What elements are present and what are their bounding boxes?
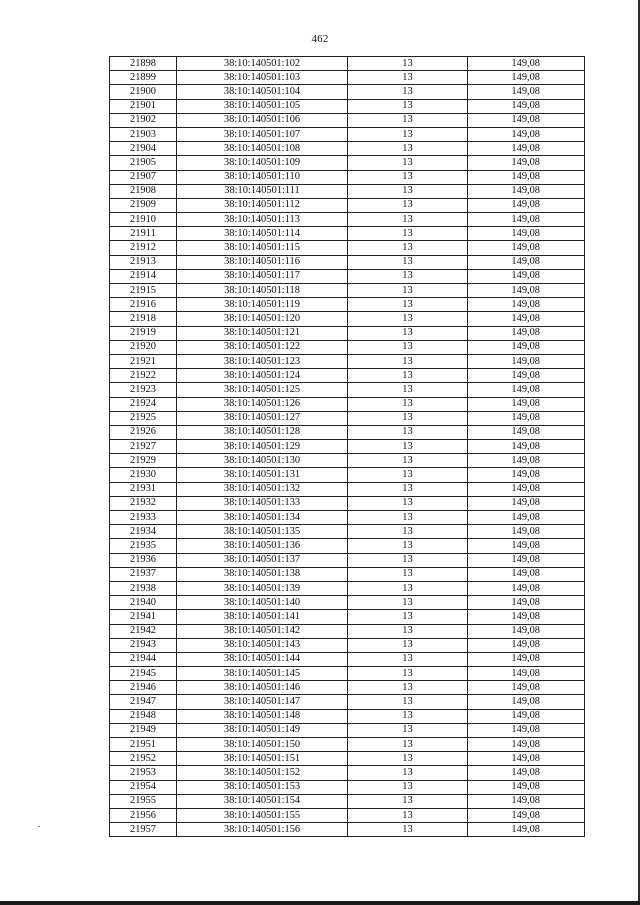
cadastral-number-cell: 38:10:140501:109 — [177, 156, 348, 170]
table-row — [110, 269, 585, 283]
quantity-cell: 13 — [348, 539, 468, 553]
area-cell: 149,08 — [468, 71, 585, 85]
area-cell: 149,08 — [468, 808, 585, 822]
record-number-cell: 21949 — [110, 723, 177, 737]
quantity-cell: 13 — [348, 383, 468, 397]
quantity-cell: 13 — [348, 482, 468, 496]
table-row — [110, 482, 585, 496]
record-number-cell: 21924 — [110, 397, 177, 411]
records-table — [109, 56, 585, 837]
record-number-cell: 21929 — [110, 454, 177, 468]
area-cell: 149,08 — [468, 284, 585, 298]
cadastral-number-cell: 38:10:140501:155 — [177, 808, 348, 822]
quantity-cell: 13 — [348, 241, 468, 255]
area-cell: 149,08 — [468, 369, 585, 383]
record-number-cell: 21953 — [110, 766, 177, 780]
table-row — [110, 213, 585, 227]
quantity-cell: 13 — [348, 170, 468, 184]
area-cell: 149,08 — [468, 539, 585, 553]
table-row — [110, 85, 585, 99]
table-row — [110, 652, 585, 666]
quantity-cell: 13 — [348, 667, 468, 681]
table-row — [110, 255, 585, 269]
area-cell: 149,08 — [468, 567, 585, 581]
area-cell: 149,08 — [468, 667, 585, 681]
record-number-cell: 21902 — [110, 113, 177, 127]
cadastral-number-cell: 38:10:140501:136 — [177, 539, 348, 553]
quantity-cell: 13 — [348, 255, 468, 269]
table-row — [110, 198, 585, 212]
area-cell: 149,08 — [468, 425, 585, 439]
record-number-cell: 21918 — [110, 312, 177, 326]
area-cell: 149,08 — [468, 624, 585, 638]
area-cell: 149,08 — [468, 454, 585, 468]
area-cell: 149,08 — [468, 184, 585, 198]
cadastral-number-cell: 38:10:140501:148 — [177, 709, 348, 723]
cadastral-number-cell: 38:10:140501:147 — [177, 695, 348, 709]
quantity-cell: 13 — [348, 766, 468, 780]
quantity-cell: 13 — [348, 808, 468, 822]
cadastral-number-cell: 38:10:140501:145 — [177, 667, 348, 681]
record-number-cell: 21901 — [110, 99, 177, 113]
record-number-cell: 21920 — [110, 340, 177, 354]
area-cell: 149,08 — [468, 482, 585, 496]
quantity-cell: 13 — [348, 113, 468, 127]
cadastral-number-cell: 38:10:140501:102 — [177, 57, 348, 71]
area-cell: 149,08 — [468, 241, 585, 255]
table-row — [110, 354, 585, 368]
record-number-cell: 21910 — [110, 213, 177, 227]
cadastral-number-cell: 38:10:140501:104 — [177, 85, 348, 99]
cadastral-number-cell: 38:10:140501:105 — [177, 99, 348, 113]
quantity-cell: 13 — [348, 610, 468, 624]
cadastral-number-cell: 38:10:140501:122 — [177, 340, 348, 354]
table-row — [110, 823, 585, 837]
area-cell: 149,08 — [468, 652, 585, 666]
quantity-cell: 13 — [348, 596, 468, 610]
cadastral-number-cell: 38:10:140501:128 — [177, 425, 348, 439]
table-row — [110, 808, 585, 822]
area-cell: 149,08 — [468, 553, 585, 567]
table-row — [110, 525, 585, 539]
cadastral-number-cell: 38:10:140501:156 — [177, 823, 348, 837]
cadastral-number-cell: 38:10:140501:150 — [177, 738, 348, 752]
quantity-cell: 13 — [348, 780, 468, 794]
cadastral-number-cell: 38:10:140501:113 — [177, 213, 348, 227]
quantity-cell: 13 — [348, 227, 468, 241]
area-cell: 149,08 — [468, 397, 585, 411]
table-row — [110, 127, 585, 141]
record-number-cell: 21913 — [110, 255, 177, 269]
record-number-cell: 21954 — [110, 780, 177, 794]
cadastral-number-cell: 38:10:140501:141 — [177, 610, 348, 624]
area-cell: 149,08 — [468, 383, 585, 397]
quantity-cell: 13 — [348, 127, 468, 141]
record-number-cell: 21945 — [110, 667, 177, 681]
area-cell: 149,08 — [468, 57, 585, 71]
quantity-cell: 13 — [348, 312, 468, 326]
record-number-cell: 21922 — [110, 369, 177, 383]
cadastral-number-cell: 38:10:140501:137 — [177, 553, 348, 567]
table-row — [110, 184, 585, 198]
scan-bottom-edge — [0, 901, 640, 905]
record-number-cell: 21955 — [110, 794, 177, 808]
area-cell: 149,08 — [468, 681, 585, 695]
area-cell: 149,08 — [468, 525, 585, 539]
area-cell: 149,08 — [468, 312, 585, 326]
cadastral-number-cell: 38:10:140501:117 — [177, 269, 348, 283]
quantity-cell: 13 — [348, 326, 468, 340]
quantity-cell: 13 — [348, 695, 468, 709]
quantity-cell: 13 — [348, 496, 468, 510]
quantity-cell: 13 — [348, 581, 468, 595]
table-row — [110, 496, 585, 510]
table-row — [110, 709, 585, 723]
quantity-cell: 13 — [348, 425, 468, 439]
area-cell: 149,08 — [468, 794, 585, 808]
table-row — [110, 638, 585, 652]
table-row — [110, 723, 585, 737]
area-cell: 149,08 — [468, 85, 585, 99]
record-number-cell: 21908 — [110, 184, 177, 198]
quantity-cell: 13 — [348, 440, 468, 454]
cadastral-number-cell: 38:10:140501:115 — [177, 241, 348, 255]
record-number-cell: 21915 — [110, 284, 177, 298]
table-row — [110, 794, 585, 808]
area-cell: 149,08 — [468, 113, 585, 127]
quantity-cell: 13 — [348, 709, 468, 723]
cadastral-number-cell: 38:10:140501:107 — [177, 127, 348, 141]
cadastral-number-cell: 38:10:140501:140 — [177, 596, 348, 610]
table-row — [110, 227, 585, 241]
area-cell: 149,08 — [468, 269, 585, 283]
cadastral-number-cell: 38:10:140501:125 — [177, 383, 348, 397]
table-row — [110, 397, 585, 411]
area-cell: 149,08 — [468, 326, 585, 340]
record-number-cell: 21934 — [110, 525, 177, 539]
cadastral-number-cell: 38:10:140501:106 — [177, 113, 348, 127]
record-number-cell: 21937 — [110, 567, 177, 581]
record-number-cell: 21956 — [110, 808, 177, 822]
quantity-cell: 13 — [348, 468, 468, 482]
quantity-cell: 13 — [348, 213, 468, 227]
record-number-cell: 21927 — [110, 440, 177, 454]
cadastral-number-cell: 38:10:140501:112 — [177, 198, 348, 212]
record-number-cell: 21923 — [110, 383, 177, 397]
record-number-cell: 21903 — [110, 127, 177, 141]
cadastral-number-cell: 38:10:140501:119 — [177, 298, 348, 312]
cadastral-number-cell: 38:10:140501:111 — [177, 184, 348, 198]
cadastral-number-cell: 38:10:140501:142 — [177, 624, 348, 638]
record-number-cell: 21948 — [110, 709, 177, 723]
quantity-cell: 13 — [348, 354, 468, 368]
record-number-cell: 21909 — [110, 198, 177, 212]
record-number-cell: 21907 — [110, 170, 177, 184]
cadastral-number-cell: 38:10:140501:154 — [177, 794, 348, 808]
page-number: 462 — [311, 33, 329, 45]
cadastral-number-cell: 38:10:140501:114 — [177, 227, 348, 241]
cadastral-number-cell: 38:10:140501:138 — [177, 567, 348, 581]
area-cell: 149,08 — [468, 596, 585, 610]
cadastral-number-cell: 38:10:140501:135 — [177, 525, 348, 539]
quantity-cell: 13 — [348, 823, 468, 837]
table-row — [110, 624, 585, 638]
record-number-cell: 21930 — [110, 468, 177, 482]
quantity-cell: 13 — [348, 553, 468, 567]
quantity-cell: 13 — [348, 198, 468, 212]
table-row — [110, 241, 585, 255]
quantity-cell: 13 — [348, 340, 468, 354]
area-cell: 149,08 — [468, 496, 585, 510]
quantity-cell: 13 — [348, 638, 468, 652]
record-number-cell: 21919 — [110, 326, 177, 340]
area-cell: 149,08 — [468, 142, 585, 156]
cadastral-number-cell: 38:10:140501:124 — [177, 369, 348, 383]
quantity-cell: 13 — [348, 652, 468, 666]
quantity-cell: 13 — [348, 681, 468, 695]
quantity-cell: 13 — [348, 454, 468, 468]
table-row — [110, 553, 585, 567]
cadastral-number-cell: 38:10:140501:151 — [177, 752, 348, 766]
table-row — [110, 113, 585, 127]
quantity-cell: 13 — [348, 794, 468, 808]
table-row — [110, 312, 585, 326]
area-cell: 149,08 — [468, 156, 585, 170]
area-cell: 149,08 — [468, 738, 585, 752]
cadastral-number-cell: 38:10:140501:103 — [177, 71, 348, 85]
area-cell: 149,08 — [468, 198, 585, 212]
record-number-cell: 21946 — [110, 681, 177, 695]
area-cell: 149,08 — [468, 99, 585, 113]
record-number-cell: 21905 — [110, 156, 177, 170]
quantity-cell: 13 — [348, 525, 468, 539]
table-row — [110, 738, 585, 752]
area-cell: 149,08 — [468, 723, 585, 737]
quantity-cell: 13 — [348, 269, 468, 283]
table-row — [110, 411, 585, 425]
cadastral-number-cell: 38:10:140501:130 — [177, 454, 348, 468]
record-number-cell: 21947 — [110, 695, 177, 709]
table-row — [110, 99, 585, 113]
record-number-cell: 21951 — [110, 738, 177, 752]
quantity-cell: 13 — [348, 142, 468, 156]
quantity-cell: 13 — [348, 298, 468, 312]
quantity-cell: 13 — [348, 71, 468, 85]
record-number-cell: 21904 — [110, 142, 177, 156]
table-row — [110, 326, 585, 340]
area-cell: 149,08 — [468, 638, 585, 652]
record-number-cell: 21943 — [110, 638, 177, 652]
table-row — [110, 454, 585, 468]
record-number-cell: 21898 — [110, 57, 177, 71]
quantity-cell: 13 — [348, 624, 468, 638]
table-row — [110, 752, 585, 766]
cadastral-number-cell: 38:10:140501:134 — [177, 511, 348, 525]
area-cell: 149,08 — [468, 213, 585, 227]
record-number-cell: 21941 — [110, 610, 177, 624]
record-number-cell: 21921 — [110, 354, 177, 368]
table-row — [110, 71, 585, 85]
table-row — [110, 610, 585, 624]
cadastral-number-cell: 38:10:140501:149 — [177, 723, 348, 737]
area-cell: 149,08 — [468, 766, 585, 780]
table-row — [110, 284, 585, 298]
record-number-cell: 21938 — [110, 581, 177, 595]
cadastral-number-cell: 38:10:140501:121 — [177, 326, 348, 340]
area-cell: 149,08 — [468, 255, 585, 269]
record-number-cell: 21940 — [110, 596, 177, 610]
quantity-cell: 13 — [348, 752, 468, 766]
quantity-cell: 13 — [348, 511, 468, 525]
record-number-cell: 21957 — [110, 823, 177, 837]
area-cell: 149,08 — [468, 581, 585, 595]
area-cell: 149,08 — [468, 227, 585, 241]
quantity-cell: 13 — [348, 156, 468, 170]
cadastral-number-cell: 38:10:140501:153 — [177, 780, 348, 794]
cadastral-number-cell: 38:10:140501:146 — [177, 681, 348, 695]
table-row — [110, 156, 585, 170]
table-row — [110, 440, 585, 454]
table-row — [110, 581, 585, 595]
table-row — [110, 681, 585, 695]
area-cell: 149,08 — [468, 752, 585, 766]
area-cell: 149,08 — [468, 823, 585, 837]
area-cell: 149,08 — [468, 780, 585, 794]
table-row — [110, 667, 585, 681]
table-row — [110, 425, 585, 439]
quantity-cell: 13 — [348, 411, 468, 425]
quantity-cell: 13 — [348, 99, 468, 113]
cadastral-number-cell: 38:10:140501:152 — [177, 766, 348, 780]
table-row — [110, 539, 585, 553]
cadastral-number-cell: 38:10:140501:120 — [177, 312, 348, 326]
record-number-cell: 21900 — [110, 85, 177, 99]
record-number-cell: 21932 — [110, 496, 177, 510]
cadastral-number-cell: 38:10:140501:143 — [177, 638, 348, 652]
area-cell: 149,08 — [468, 695, 585, 709]
cadastral-number-cell: 38:10:140501:126 — [177, 397, 348, 411]
area-cell: 149,08 — [468, 354, 585, 368]
table-row — [110, 383, 585, 397]
cadastral-number-cell: 38:10:140501:129 — [177, 440, 348, 454]
cadastral-number-cell: 38:10:140501:132 — [177, 482, 348, 496]
area-cell: 149,08 — [468, 340, 585, 354]
record-number-cell: 21944 — [110, 652, 177, 666]
table-row — [110, 766, 585, 780]
area-cell: 149,08 — [468, 170, 585, 184]
table-row — [110, 298, 585, 312]
cadastral-number-cell: 38:10:140501:144 — [177, 652, 348, 666]
record-number-cell: 21914 — [110, 269, 177, 283]
quantity-cell: 13 — [348, 57, 468, 71]
table-row — [110, 57, 585, 71]
record-number-cell: 21912 — [110, 241, 177, 255]
table-row — [110, 142, 585, 156]
quantity-cell: 13 — [348, 284, 468, 298]
cadastral-number-cell: 38:10:140501:133 — [177, 496, 348, 510]
record-number-cell: 21925 — [110, 411, 177, 425]
cadastral-number-cell: 38:10:140501:131 — [177, 468, 348, 482]
table-row — [110, 170, 585, 184]
area-cell: 149,08 — [468, 411, 585, 425]
area-cell: 149,08 — [468, 440, 585, 454]
area-cell: 149,08 — [468, 468, 585, 482]
record-number-cell: 21942 — [110, 624, 177, 638]
table-row — [110, 695, 585, 709]
table-row — [110, 567, 585, 581]
table-row — [110, 340, 585, 354]
record-number-cell: 21916 — [110, 298, 177, 312]
table-row — [110, 780, 585, 794]
cadastral-number-cell: 38:10:140501:110 — [177, 170, 348, 184]
record-number-cell: 21931 — [110, 482, 177, 496]
quantity-cell: 13 — [348, 738, 468, 752]
record-number-cell: 21935 — [110, 539, 177, 553]
area-cell: 149,08 — [468, 127, 585, 141]
record-number-cell: 21936 — [110, 553, 177, 567]
records-table-body — [110, 57, 585, 837]
cadastral-number-cell: 38:10:140501:118 — [177, 284, 348, 298]
record-number-cell: 21952 — [110, 752, 177, 766]
table-row — [110, 511, 585, 525]
area-cell: 149,08 — [468, 709, 585, 723]
cadastral-number-cell: 38:10:140501:127 — [177, 411, 348, 425]
record-number-cell: 21911 — [110, 227, 177, 241]
table-row — [110, 369, 585, 383]
quantity-cell: 13 — [348, 397, 468, 411]
record-number-cell: 21899 — [110, 71, 177, 85]
cadastral-number-cell: 38:10:140501:123 — [177, 354, 348, 368]
scan-speck — [38, 826, 40, 827]
record-number-cell: 21933 — [110, 511, 177, 525]
cadastral-number-cell: 38:10:140501:108 — [177, 142, 348, 156]
quantity-cell: 13 — [348, 723, 468, 737]
area-cell: 149,08 — [468, 511, 585, 525]
quantity-cell: 13 — [348, 369, 468, 383]
quantity-cell: 13 — [348, 85, 468, 99]
cadastral-number-cell: 38:10:140501:116 — [177, 255, 348, 269]
area-cell: 149,08 — [468, 298, 585, 312]
table-row — [110, 468, 585, 482]
record-number-cell: 21926 — [110, 425, 177, 439]
cadastral-number-cell: 38:10:140501:139 — [177, 581, 348, 595]
table-row — [110, 596, 585, 610]
quantity-cell: 13 — [348, 184, 468, 198]
area-cell: 149,08 — [468, 610, 585, 624]
quantity-cell: 13 — [348, 567, 468, 581]
